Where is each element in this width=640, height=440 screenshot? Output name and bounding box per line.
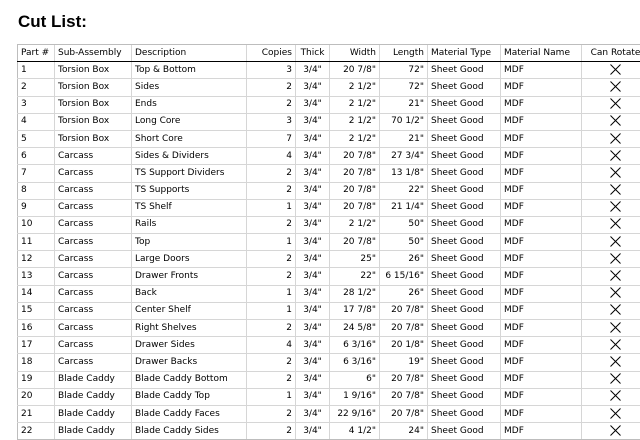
- cell-description: Short Core: [132, 130, 247, 147]
- cell-description: Blade Caddy Sides: [132, 423, 247, 440]
- cell-width: 17 7/8": [330, 302, 380, 319]
- cell-copies: 3: [247, 113, 296, 130]
- cell-can-rotate: [582, 182, 640, 199]
- cut-list-table: [17, 44, 640, 440]
- table-row: [18, 337, 640, 354]
- cell-width: 20 7/8": [330, 234, 380, 251]
- cell-description: Center Shelf: [132, 302, 247, 319]
- x-icon: [610, 184, 621, 195]
- cell-thick: 3/4": [296, 96, 330, 113]
- cell-copies: 1: [247, 199, 296, 216]
- cell-can-rotate: [582, 302, 640, 319]
- cell-can-rotate: [582, 423, 640, 440]
- cell-thick: 3/4": [296, 251, 330, 268]
- cell-length: 21 1/4": [380, 199, 428, 216]
- cell-copies: 2: [247, 216, 296, 233]
- cell-material-name: MDF: [501, 216, 582, 233]
- cell-part: 17: [18, 337, 55, 354]
- column-header-copies: Copies: [247, 45, 296, 62]
- cell-sub-assembly: Carcass: [55, 182, 132, 199]
- page-title: Cut List:: [18, 12, 87, 32]
- cell-length: 24": [380, 423, 428, 440]
- table-row: [18, 148, 640, 165]
- x-icon: [610, 287, 621, 298]
- cell-part: 6: [18, 148, 55, 165]
- cell-copies: 2: [247, 423, 296, 440]
- cell-copies: 2: [247, 371, 296, 388]
- cell-length: 20 7/8": [380, 302, 428, 319]
- cell-material-name: MDF: [501, 405, 582, 422]
- cell-part: 19: [18, 371, 55, 388]
- cell-sub-assembly: Carcass: [55, 148, 132, 165]
- cell-copies: 4: [247, 337, 296, 354]
- cell-thick: 3/4": [296, 130, 330, 147]
- cell-can-rotate: [582, 320, 640, 337]
- cell-length: 20 7/8": [380, 320, 428, 337]
- column-header-width: Width: [330, 45, 380, 62]
- cell-sub-assembly: Blade Caddy: [55, 371, 132, 388]
- cell-copies: 2: [247, 182, 296, 199]
- cell-sub-assembly: Torsion Box: [55, 96, 132, 113]
- table-row: [18, 423, 640, 440]
- table-row: [18, 79, 640, 96]
- cell-length: 72": [380, 79, 428, 96]
- cell-length: 20 7/8": [380, 371, 428, 388]
- cell-copies: 2: [247, 79, 296, 96]
- cell-length: 72": [380, 62, 428, 79]
- cell-sub-assembly: Carcass: [55, 354, 132, 371]
- cell-part: 18: [18, 354, 55, 371]
- cell-sub-assembly: Carcass: [55, 216, 132, 233]
- cell-material-name: MDF: [501, 130, 582, 147]
- cell-copies: 2: [247, 251, 296, 268]
- cell-material-type: Sheet Good: [428, 354, 501, 371]
- column-header-length: Length: [380, 45, 428, 62]
- cell-can-rotate: [582, 405, 640, 422]
- cell-sub-assembly: Carcass: [55, 251, 132, 268]
- cell-thick: 3/4": [296, 354, 330, 371]
- cell-material-type: Sheet Good: [428, 199, 501, 216]
- cell-part: 14: [18, 285, 55, 302]
- cell-can-rotate: [582, 371, 640, 388]
- cell-copies: 2: [247, 405, 296, 422]
- cell-thick: 3/4": [296, 302, 330, 319]
- cell-material-name: MDF: [501, 285, 582, 302]
- cell-can-rotate: [582, 130, 640, 147]
- x-icon: [610, 390, 621, 401]
- cell-copies: 2: [247, 320, 296, 337]
- cell-length: 27 3/4": [380, 148, 428, 165]
- cell-sub-assembly: Carcass: [55, 320, 132, 337]
- cell-sub-assembly: Carcass: [55, 234, 132, 251]
- cell-copies: 1: [247, 388, 296, 405]
- cell-material-name: MDF: [501, 234, 582, 251]
- cell-thick: 3/4": [296, 337, 330, 354]
- x-icon: [610, 236, 621, 247]
- cell-thick: 3/4": [296, 165, 330, 182]
- cell-material-name: MDF: [501, 371, 582, 388]
- cell-material-name: MDF: [501, 199, 582, 216]
- x-icon: [610, 270, 621, 281]
- x-icon: [610, 322, 621, 333]
- cell-width: 6 3/16": [330, 354, 380, 371]
- x-icon: [610, 339, 621, 350]
- cell-width: 25": [330, 251, 380, 268]
- cell-width: 2 1/2": [330, 130, 380, 147]
- table-row: [18, 354, 640, 371]
- column-header-part: Part #: [18, 45, 55, 62]
- x-icon: [610, 98, 621, 109]
- cell-material-name: MDF: [501, 337, 582, 354]
- cell-material-name: MDF: [501, 388, 582, 405]
- cell-length: 20 7/8": [380, 405, 428, 422]
- cell-length: 70 1/2": [380, 113, 428, 130]
- cell-length: 21": [380, 130, 428, 147]
- column-header-material-type: Material Type: [428, 45, 501, 62]
- table-row: [18, 96, 640, 113]
- cell-thick: 3/4": [296, 268, 330, 285]
- x-icon: [610, 133, 621, 144]
- cell-material-type: Sheet Good: [428, 79, 501, 96]
- cell-description: Blade Caddy Bottom: [132, 371, 247, 388]
- cell-material-type: Sheet Good: [428, 234, 501, 251]
- x-icon: [610, 81, 621, 92]
- cell-thick: 3/4": [296, 148, 330, 165]
- column-header-can-rotate: Can Rotate: [582, 45, 640, 62]
- cell-material-type: Sheet Good: [428, 302, 501, 319]
- x-icon: [610, 64, 621, 75]
- x-icon: [610, 150, 621, 161]
- cell-can-rotate: [582, 165, 640, 182]
- x-icon: [610, 201, 621, 212]
- cell-width: 20 7/8": [330, 182, 380, 199]
- cell-material-type: Sheet Good: [428, 285, 501, 302]
- cell-material-type: Sheet Good: [428, 405, 501, 422]
- cell-description: Blade Caddy Top: [132, 388, 247, 405]
- cell-description: Sides & Dividers: [132, 148, 247, 165]
- cell-thick: 3/4": [296, 371, 330, 388]
- cell-width: 28 1/2": [330, 285, 380, 302]
- cell-thick: 3/4": [296, 405, 330, 422]
- table-row: [18, 182, 640, 199]
- cell-material-type: Sheet Good: [428, 423, 501, 440]
- cell-sub-assembly: Blade Caddy: [55, 423, 132, 440]
- cell-description: TS Support Dividers: [132, 165, 247, 182]
- cell-part: 12: [18, 251, 55, 268]
- cell-material-name: MDF: [501, 302, 582, 319]
- cell-material-name: MDF: [501, 96, 582, 113]
- cell-thick: 3/4": [296, 388, 330, 405]
- table-row: [18, 268, 640, 285]
- cell-material-type: Sheet Good: [428, 320, 501, 337]
- cell-can-rotate: [582, 148, 640, 165]
- cell-material-name: MDF: [501, 62, 582, 79]
- table-row: [18, 302, 640, 319]
- cell-description: Sides: [132, 79, 247, 96]
- cell-length: 50": [380, 234, 428, 251]
- cell-material-type: Sheet Good: [428, 113, 501, 130]
- cell-length: 21": [380, 96, 428, 113]
- cell-width: 2 1/2": [330, 79, 380, 96]
- cell-sub-assembly: Carcass: [55, 302, 132, 319]
- cell-description: Drawer Backs: [132, 354, 247, 371]
- cell-length: 13 1/8": [380, 165, 428, 182]
- cell-description: Back: [132, 285, 247, 302]
- cell-sub-assembly: Blade Caddy: [55, 405, 132, 422]
- cell-length: 20 7/8": [380, 388, 428, 405]
- cell-thick: 3/4": [296, 285, 330, 302]
- cell-width: 24 5/8": [330, 320, 380, 337]
- cell-length: 19": [380, 354, 428, 371]
- cell-part: 8: [18, 182, 55, 199]
- cell-description: TS Shelf: [132, 199, 247, 216]
- cell-thick: 3/4": [296, 79, 330, 96]
- cell-sub-assembly: Carcass: [55, 268, 132, 285]
- cell-width: 22 9/16": [330, 405, 380, 422]
- table-row: [18, 130, 640, 147]
- cell-part: 1: [18, 62, 55, 79]
- cell-thick: 3/4": [296, 113, 330, 130]
- table-row: [18, 388, 640, 405]
- cell-material-name: MDF: [501, 113, 582, 130]
- table-row: [18, 199, 640, 216]
- cell-can-rotate: [582, 199, 640, 216]
- cell-part: 13: [18, 268, 55, 285]
- cell-width: 20 7/8": [330, 62, 380, 79]
- cell-sub-assembly: Blade Caddy: [55, 388, 132, 405]
- cell-description: Right Shelves: [132, 320, 247, 337]
- cell-thick: 3/4": [296, 234, 330, 251]
- column-header-sub-assembly: Sub-Assembly: [55, 45, 132, 62]
- cell-thick: 3/4": [296, 62, 330, 79]
- cell-thick: 3/4": [296, 423, 330, 440]
- cell-material-type: Sheet Good: [428, 371, 501, 388]
- cell-length: 6 15/16": [380, 268, 428, 285]
- cell-material-type: Sheet Good: [428, 337, 501, 354]
- column-header-material-name: Material Name: [501, 45, 582, 62]
- x-icon: [610, 304, 621, 315]
- cell-length: 50": [380, 216, 428, 233]
- cell-material-type: Sheet Good: [428, 216, 501, 233]
- cell-can-rotate: [582, 354, 640, 371]
- cell-description: Drawer Fronts: [132, 268, 247, 285]
- cell-copies: 2: [247, 165, 296, 182]
- cell-material-type: Sheet Good: [428, 148, 501, 165]
- cell-can-rotate: [582, 234, 640, 251]
- cell-description: Top & Bottom: [132, 62, 247, 79]
- cell-part: 5: [18, 130, 55, 147]
- table-header-row: [18, 45, 640, 62]
- x-icon: [610, 356, 621, 367]
- cell-material-name: MDF: [501, 148, 582, 165]
- table-row: [18, 234, 640, 251]
- cell-copies: 4: [247, 148, 296, 165]
- cell-can-rotate: [582, 388, 640, 405]
- x-icon: [610, 408, 621, 419]
- x-icon: [610, 218, 621, 229]
- table-row: [18, 165, 640, 182]
- cell-length: 26": [380, 285, 428, 302]
- column-header-thick: Thick: [296, 45, 330, 62]
- table-row: [18, 320, 640, 337]
- cell-part: 15: [18, 302, 55, 319]
- table-row: [18, 113, 640, 130]
- column-header-description: Description: [132, 45, 247, 62]
- cell-copies: 2: [247, 268, 296, 285]
- cell-material-type: Sheet Good: [428, 130, 501, 147]
- cell-part: 20: [18, 388, 55, 405]
- cell-description: Top: [132, 234, 247, 251]
- cell-description: Ends: [132, 96, 247, 113]
- cell-part: 22: [18, 423, 55, 440]
- cell-can-rotate: [582, 216, 640, 233]
- cell-copies: 2: [247, 96, 296, 113]
- x-icon: [610, 167, 621, 178]
- table-row: [18, 62, 640, 79]
- cell-sub-assembly: Torsion Box: [55, 130, 132, 147]
- cell-part: 21: [18, 405, 55, 422]
- cell-copies: 1: [247, 302, 296, 319]
- cell-description: Rails: [132, 216, 247, 233]
- cell-material-type: Sheet Good: [428, 96, 501, 113]
- cell-can-rotate: [582, 79, 640, 96]
- cell-can-rotate: [582, 285, 640, 302]
- cell-material-type: Sheet Good: [428, 251, 501, 268]
- cell-can-rotate: [582, 268, 640, 285]
- cell-copies: 1: [247, 285, 296, 302]
- cell-width: 1 9/16": [330, 388, 380, 405]
- cell-sub-assembly: Torsion Box: [55, 62, 132, 79]
- cell-part: 2: [18, 79, 55, 96]
- cell-part: 9: [18, 199, 55, 216]
- cell-material-name: MDF: [501, 182, 582, 199]
- cell-material-type: Sheet Good: [428, 268, 501, 285]
- cell-copies: 2: [247, 354, 296, 371]
- cell-can-rotate: [582, 113, 640, 130]
- cell-width: 4 1/2": [330, 423, 380, 440]
- cell-part: 3: [18, 96, 55, 113]
- x-icon: [610, 253, 621, 264]
- cell-thick: 3/4": [296, 199, 330, 216]
- cell-width: 6": [330, 371, 380, 388]
- cell-can-rotate: [582, 337, 640, 354]
- cell-length: 20 1/8": [380, 337, 428, 354]
- cell-thick: 3/4": [296, 216, 330, 233]
- cell-material-type: Sheet Good: [428, 388, 501, 405]
- cell-width: 2 1/2": [330, 113, 380, 130]
- table-row: [18, 405, 640, 422]
- cell-copies: 7: [247, 130, 296, 147]
- cell-material-type: Sheet Good: [428, 165, 501, 182]
- cell-description: TS Supports: [132, 182, 247, 199]
- cell-sub-assembly: Torsion Box: [55, 79, 132, 96]
- cell-part: 10: [18, 216, 55, 233]
- x-icon: [610, 115, 621, 126]
- cell-description: Blade Caddy Faces: [132, 405, 247, 422]
- cell-copies: 3: [247, 62, 296, 79]
- cell-sub-assembly: Carcass: [55, 285, 132, 302]
- cell-material-type: Sheet Good: [428, 182, 501, 199]
- cell-can-rotate: [582, 251, 640, 268]
- cell-width: 20 7/8": [330, 148, 380, 165]
- cell-thick: 3/4": [296, 320, 330, 337]
- cell-description: Large Doors: [132, 251, 247, 268]
- cell-part: 4: [18, 113, 55, 130]
- table-row: [18, 285, 640, 302]
- cell-width: 6 3/16": [330, 337, 380, 354]
- x-icon: [610, 425, 621, 436]
- cell-material-name: MDF: [501, 423, 582, 440]
- cell-material-name: MDF: [501, 165, 582, 182]
- cell-material-name: MDF: [501, 354, 582, 371]
- cell-description: Long Core: [132, 113, 247, 130]
- cell-can-rotate: [582, 96, 640, 113]
- cell-length: 22": [380, 182, 428, 199]
- cell-description: Drawer Sides: [132, 337, 247, 354]
- cell-can-rotate: [582, 62, 640, 79]
- x-icon: [610, 373, 621, 384]
- cell-material-name: MDF: [501, 79, 582, 96]
- table-row: [18, 216, 640, 233]
- cell-material-name: MDF: [501, 251, 582, 268]
- cell-width: 22": [330, 268, 380, 285]
- cell-part: 11: [18, 234, 55, 251]
- cell-width: 2 1/2": [330, 96, 380, 113]
- cell-width: 20 7/8": [330, 199, 380, 216]
- cell-width: 20 7/8": [330, 165, 380, 182]
- cell-sub-assembly: Torsion Box: [55, 113, 132, 130]
- cell-material-name: MDF: [501, 268, 582, 285]
- cell-width: 2 1/2": [330, 216, 380, 233]
- cell-sub-assembly: Carcass: [55, 199, 132, 216]
- table-row: [18, 371, 640, 388]
- cell-part: 7: [18, 165, 55, 182]
- cell-copies: 1: [247, 234, 296, 251]
- cell-sub-assembly: Carcass: [55, 165, 132, 182]
- cell-sub-assembly: Carcass: [55, 337, 132, 354]
- cell-material-name: MDF: [501, 320, 582, 337]
- cell-length: 26": [380, 251, 428, 268]
- cell-thick: 3/4": [296, 182, 330, 199]
- table-row: [18, 251, 640, 268]
- cell-part: 16: [18, 320, 55, 337]
- cell-material-type: Sheet Good: [428, 62, 501, 79]
